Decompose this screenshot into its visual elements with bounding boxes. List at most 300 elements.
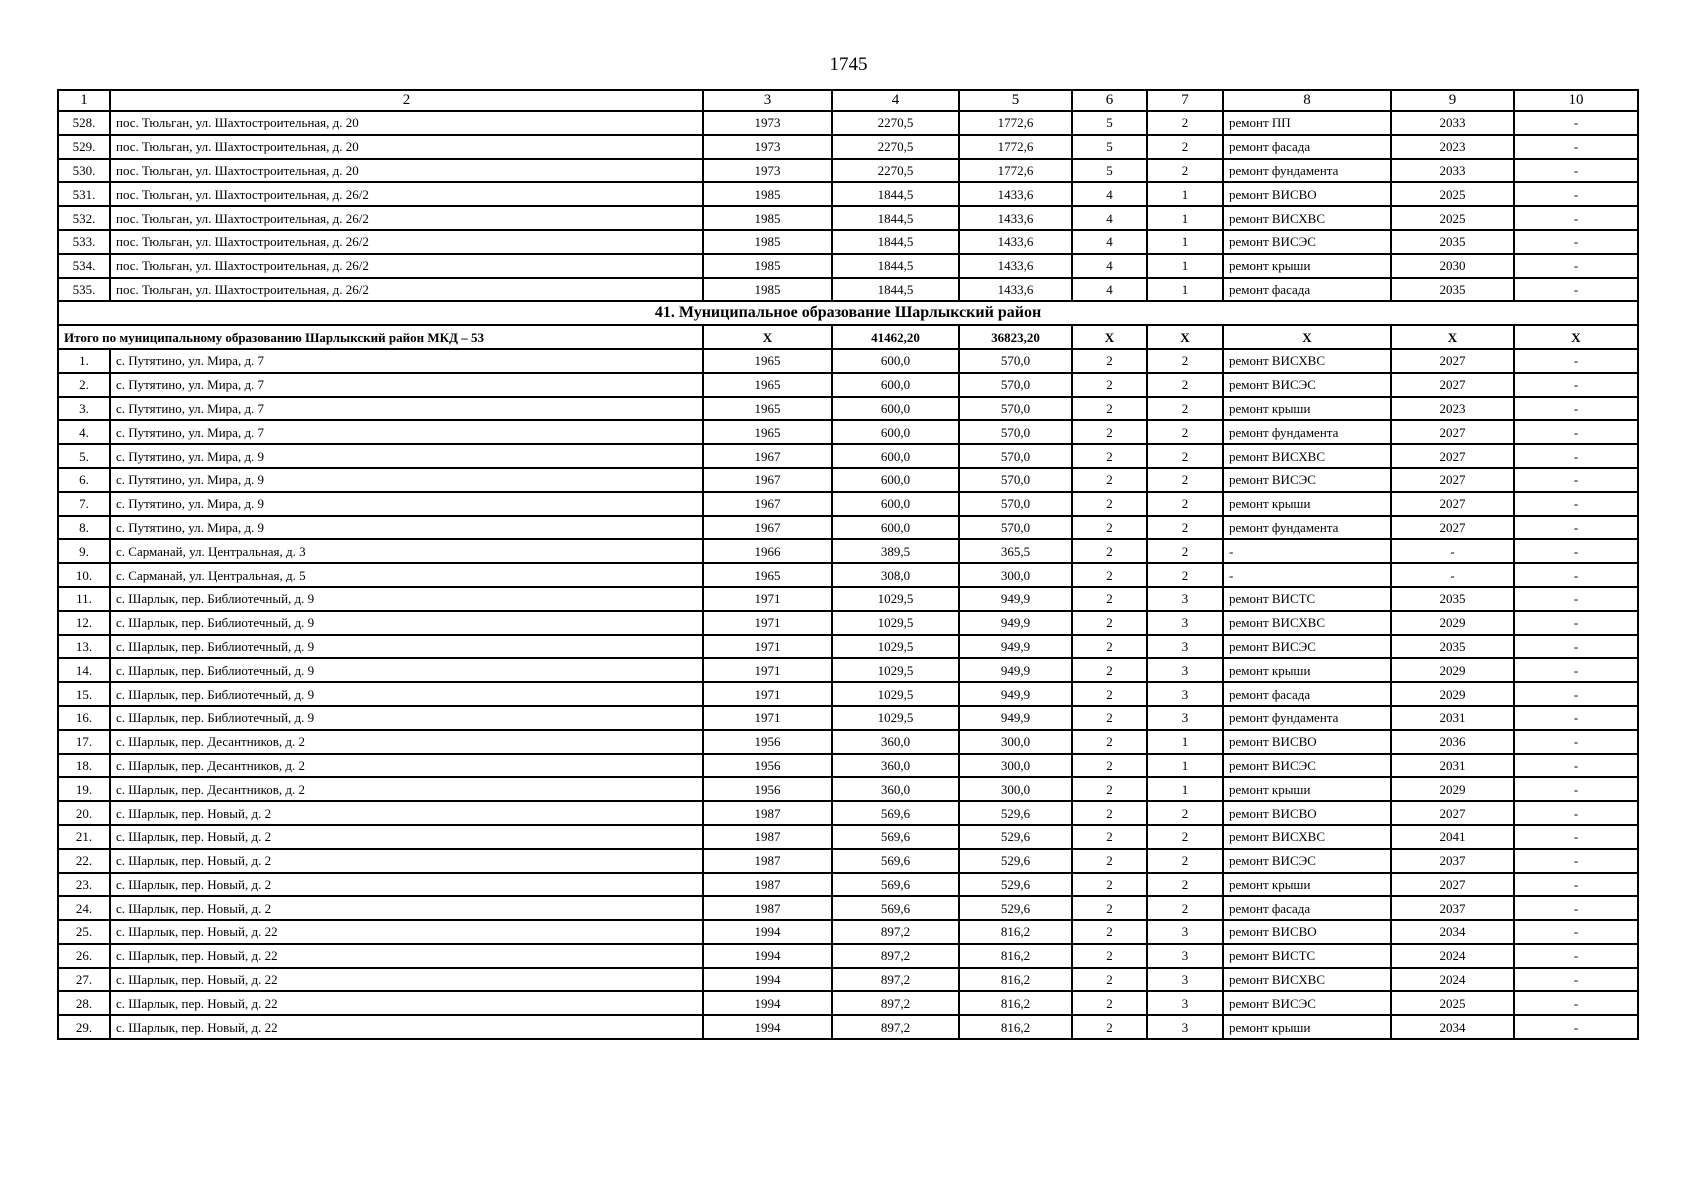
note-cell: - [1514,944,1638,968]
year-cell: 1965 [703,420,832,444]
row-number-cell: 15. [58,682,110,706]
work-type-cell: ремонт ВИСЭС [1223,468,1391,492]
work-type-cell: ремонт ВИСЭС [1223,373,1391,397]
row-number-cell: 16. [58,706,110,730]
entrances-cell: 2 [1147,468,1223,492]
note-cell: - [1514,658,1638,682]
floors-cell: 2 [1072,873,1147,897]
residential-area-cell: 816,2 [959,920,1072,944]
work-type-cell: ремонт фасада [1223,278,1391,302]
year-cell: 1994 [703,991,832,1015]
note-cell: - [1514,206,1638,230]
planned-year-cell: 2033 [1391,111,1514,135]
residential-area-cell: 529,6 [959,896,1072,920]
row-number-cell: 11. [58,587,110,611]
row-number-cell: 19. [58,777,110,801]
row-number-cell: 22. [58,849,110,873]
row-number-cell: 3. [58,397,110,421]
table-row [58,801,1638,825]
table-row [58,706,1638,730]
residential-area-cell: 570,0 [959,492,1072,516]
planned-year-cell: 2037 [1391,849,1514,873]
note-cell: - [1514,1015,1638,1039]
address-cell: пос. Тюльган, ул. Шахтостроительная, д. 26/2 [110,278,703,302]
planned-year-cell: 2035 [1391,587,1514,611]
year-cell: 1985 [703,230,832,254]
total-area-cell: 1029,5 [832,706,959,730]
row-number-cell: 5. [58,444,110,468]
row-number-cell: 532. [58,206,110,230]
note-cell: - [1514,682,1638,706]
address-cell: с. Шарлык, пер. Новый, д. 22 [110,1015,703,1039]
floors-cell: 5 [1072,159,1147,183]
floors-cell: 4 [1072,278,1147,302]
residential-area-cell: 529,6 [959,801,1072,825]
address-cell: с. Шарлык, пер. Новый, д. 22 [110,991,703,1015]
residential-area-cell: 570,0 [959,349,1072,373]
total-area-cell: 600,0 [832,397,959,421]
work-type-cell: ремонт ВИСЭС [1223,635,1391,659]
address-cell: с. Путятино, ул. Мира, д. 7 [110,397,703,421]
planned-year-cell: 2025 [1391,206,1514,230]
work-type-cell: ремонт крыши [1223,1015,1391,1039]
work-type-cell: ремонт ВИСЭС [1223,991,1391,1015]
planned-year-cell: 2027 [1391,373,1514,397]
residential-area-cell: 1433,6 [959,254,1072,278]
planned-year-cell: 2027 [1391,492,1514,516]
work-type-cell: ремонт ВИСХВС [1223,968,1391,992]
planned-year-cell: 2027 [1391,420,1514,444]
entrances-cell: 1 [1147,230,1223,254]
entrances-cell: 2 [1147,801,1223,825]
entrances-cell: 1 [1147,754,1223,778]
entrances-cell: 3 [1147,706,1223,730]
table-row [58,991,1638,1015]
planned-year-cell: 2025 [1391,182,1514,206]
table-row [58,420,1638,444]
floors-cell: 2 [1072,516,1147,540]
address-cell: с. Шарлык, пер. Десантников, д. 2 [110,777,703,801]
entrances-cell: 1 [1147,777,1223,801]
entrances-cell: 3 [1147,587,1223,611]
year-cell: 1973 [703,135,832,159]
total-area-cell: 2270,5 [832,159,959,183]
row-number-cell: 26. [58,944,110,968]
year-cell: 1971 [703,658,832,682]
total-area-cell: 2270,5 [832,135,959,159]
note-cell: - [1514,278,1638,302]
planned-year-cell: 2034 [1391,1015,1514,1039]
table-row [58,492,1638,516]
entrances-cell: 2 [1147,849,1223,873]
year-cell: 1987 [703,825,832,849]
year-cell: 1971 [703,682,832,706]
planned-year-cell: 2027 [1391,444,1514,468]
column-number-cell: 8 [1223,90,1391,111]
entrances-cell: 3 [1147,968,1223,992]
note-cell: - [1514,611,1638,635]
row-number-cell: 535. [58,278,110,302]
table-row [58,777,1638,801]
column-number-cell: 3 [703,90,832,111]
work-type-cell: ремонт ВИСВО [1223,182,1391,206]
floors-cell: 2 [1072,801,1147,825]
table-row [58,349,1638,373]
total-planned-year-cell: Х [1391,325,1514,349]
note-cell: - [1514,159,1638,183]
table-row [58,444,1638,468]
total-area-cell: 897,2 [832,991,959,1015]
work-type-cell: ремонт ВИСХВС [1223,444,1391,468]
total-area-cell: 1844,5 [832,206,959,230]
column-number-cell: 1 [58,90,110,111]
total-area-cell: 1029,5 [832,658,959,682]
address-cell: с. Сарманай, ул. Центральная, д. 5 [110,563,703,587]
planned-year-cell: - [1391,563,1514,587]
total-area-cell: 600,0 [832,373,959,397]
note-cell: - [1514,968,1638,992]
row-number-cell: 28. [58,991,110,1015]
floors-cell: 2 [1072,706,1147,730]
address-cell: с. Шарлык, пер. Библиотечный, д. 9 [110,658,703,682]
planned-year-cell: 2029 [1391,658,1514,682]
floors-cell: 4 [1072,230,1147,254]
note-cell: - [1514,587,1638,611]
total-area-cell: 360,0 [832,730,959,754]
row-number-cell: 14. [58,658,110,682]
note-cell: - [1514,135,1638,159]
residential-area-cell: 949,9 [959,587,1072,611]
table-row [58,968,1638,992]
year-cell: 1987 [703,849,832,873]
column-number-cell: 2 [110,90,703,111]
note-cell: - [1514,873,1638,897]
entrances-cell: 1 [1147,278,1223,302]
floors-cell: 2 [1072,849,1147,873]
residential-area-cell: 300,0 [959,754,1072,778]
row-number-cell: 1. [58,349,110,373]
total-area-cell: 389,5 [832,539,959,563]
table-row [58,587,1638,611]
total-area-cell: 600,0 [832,492,959,516]
note-cell: - [1514,397,1638,421]
address-cell: с. Шарлык, пер. Новый, д. 22 [110,944,703,968]
entrances-cell: 3 [1147,611,1223,635]
note-cell: - [1514,991,1638,1015]
total-area-cell: 569,6 [832,896,959,920]
entrances-cell: 2 [1147,159,1223,183]
floors-cell: 2 [1072,397,1147,421]
work-type-cell: ремонт фундамента [1223,706,1391,730]
address-cell: с. Шарлык, пер. Библиотечный, д. 9 [110,611,703,635]
residential-area-cell: 1772,6 [959,159,1072,183]
row-number-cell: 6. [58,468,110,492]
residential-area-cell: 570,0 [959,373,1072,397]
column-number-cell: 4 [832,90,959,111]
total-label: Итого по муниципальному образованию Шарлыкский район МКД – 53 [58,325,703,349]
planned-year-cell: 2027 [1391,801,1514,825]
work-type-cell: ремонт ВИСВО [1223,801,1391,825]
work-type-cell: ремонт ПП [1223,111,1391,135]
planned-year-cell: 2029 [1391,777,1514,801]
entrances-cell: 2 [1147,444,1223,468]
floors-cell: 2 [1072,730,1147,754]
table-row [58,230,1638,254]
table-row [58,635,1638,659]
floors-cell: 5 [1072,135,1147,159]
work-type-cell: ремонт ВИСЭС [1223,849,1391,873]
table-row [58,825,1638,849]
planned-year-cell: 2027 [1391,468,1514,492]
address-cell: с. Путятино, ул. Мира, д. 7 [110,349,703,373]
work-type-cell: ремонт ВИСЭС [1223,754,1391,778]
residential-area-cell: 365,5 [959,539,1072,563]
floors-cell: 5 [1072,111,1147,135]
row-number-cell: 18. [58,754,110,778]
planned-year-cell: 2027 [1391,516,1514,540]
floors-cell: 2 [1072,825,1147,849]
residential-area-cell: 1433,6 [959,230,1072,254]
row-number-cell: 17. [58,730,110,754]
address-cell: с. Шарлык, пер. Десантников, д. 2 [110,754,703,778]
planned-year-cell: 2023 [1391,397,1514,421]
work-type-cell: ремонт ВИСХВС [1223,349,1391,373]
note-cell: - [1514,825,1638,849]
total-area-cell: 1029,5 [832,587,959,611]
entrances-cell: 1 [1147,182,1223,206]
residential-area-cell: 949,9 [959,658,1072,682]
table-row [58,111,1638,135]
table-row [58,849,1638,873]
row-number-cell: 29. [58,1015,110,1039]
work-type-cell: ремонт ВИСХВС [1223,825,1391,849]
total-area-cell: 600,0 [832,468,959,492]
table-row [58,873,1638,897]
work-type-cell: ремонт ВИСВО [1223,920,1391,944]
planned-year-cell: 2030 [1391,254,1514,278]
residential-area-cell: 570,0 [959,420,1072,444]
floors-cell: 2 [1072,587,1147,611]
table-row [58,658,1638,682]
year-cell: 1985 [703,254,832,278]
total-note-cell: Х [1514,325,1638,349]
table-row [58,730,1638,754]
row-number-cell: 20. [58,801,110,825]
floors-cell: 2 [1072,968,1147,992]
residential-area-cell: 1433,6 [959,182,1072,206]
address-cell: с. Шарлык, пер. Новый, д. 22 [110,920,703,944]
capital-repair-table [57,89,1639,1040]
row-number-cell: 10. [58,563,110,587]
total-area-cell: 600,0 [832,516,959,540]
work-type-cell: ремонт крыши [1223,492,1391,516]
planned-year-cell: 2029 [1391,611,1514,635]
address-cell: пос. Тюльган, ул. Шахтостроительная, д. 20 [110,135,703,159]
total-area-cell: 1029,5 [832,611,959,635]
floors-cell: 2 [1072,468,1147,492]
planned-year-cell: 2035 [1391,278,1514,302]
work-type-cell: ремонт крыши [1223,777,1391,801]
year-cell: 1985 [703,206,832,230]
residential-area-cell: 816,2 [959,1015,1072,1039]
work-type-cell: ремонт крыши [1223,873,1391,897]
floors-cell: 2 [1072,444,1147,468]
residential-area-cell: 949,9 [959,706,1072,730]
note-cell: - [1514,563,1638,587]
total-area-cell: 569,6 [832,801,959,825]
note-cell: - [1514,349,1638,373]
floors-cell: 2 [1072,920,1147,944]
entrances-cell: 2 [1147,135,1223,159]
residential-area-cell: 529,6 [959,873,1072,897]
note-cell: - [1514,420,1638,444]
residential-area-cell: 570,0 [959,516,1072,540]
note-cell: - [1514,754,1638,778]
residential-area-cell: 529,6 [959,849,1072,873]
year-cell: 1965 [703,397,832,421]
floors-cell: 2 [1072,896,1147,920]
residential-area-cell: 570,0 [959,444,1072,468]
row-number-cell: 534. [58,254,110,278]
year-cell: 1967 [703,516,832,540]
residential-area-cell: 949,9 [959,682,1072,706]
year-cell: 1971 [703,587,832,611]
work-type-cell: ремонт крыши [1223,658,1391,682]
table-row [58,539,1638,563]
section-title: 41. Муниципальное образование Шарлыкский район [58,301,1638,325]
year-cell: 1994 [703,968,832,992]
address-cell: с. Шарлык, пер. Новый, д. 2 [110,801,703,825]
residential-area-cell: 816,2 [959,944,1072,968]
entrances-cell: 3 [1147,944,1223,968]
year-cell: 1956 [703,777,832,801]
work-type-cell: ремонт ВИСТС [1223,944,1391,968]
floors-cell: 2 [1072,777,1147,801]
address-cell: пос. Тюльган, ул. Шахтостроительная, д. 26/2 [110,254,703,278]
note-cell: - [1514,230,1638,254]
residential-area-cell: 816,2 [959,968,1072,992]
floors-cell: 2 [1072,682,1147,706]
table-row [58,563,1638,587]
row-number-cell: 21. [58,825,110,849]
year-cell: 1973 [703,159,832,183]
address-cell: с. Путятино, ул. Мира, д. 9 [110,468,703,492]
total-area-cell: 897,2 [832,968,959,992]
floors-cell: 2 [1072,1015,1147,1039]
note-cell: - [1514,182,1638,206]
total-entrances-cell: Х [1147,325,1223,349]
work-type-cell: ремонт крыши [1223,254,1391,278]
planned-year-cell: 2037 [1391,896,1514,920]
floors-cell: 2 [1072,492,1147,516]
planned-year-cell: 2031 [1391,706,1514,730]
year-cell: 1973 [703,111,832,135]
year-cell: 1966 [703,539,832,563]
row-number-cell: 24. [58,896,110,920]
work-type-cell: ремонт ВИСВО [1223,730,1391,754]
total-area-cell: 569,6 [832,825,959,849]
row-number-cell: 531. [58,182,110,206]
residential-area-cell: 300,0 [959,563,1072,587]
note-cell: - [1514,896,1638,920]
note-cell: - [1514,730,1638,754]
entrances-cell: 2 [1147,111,1223,135]
residential-area-cell: 529,6 [959,825,1072,849]
residential-area-cell: 816,2 [959,991,1072,1015]
note-cell: - [1514,920,1638,944]
floors-cell: 2 [1072,539,1147,563]
work-type-cell: ремонт крыши [1223,397,1391,421]
address-cell: пос. Тюльган, ул. Шахтостроительная, д. 20 [110,159,703,183]
floors-cell: 2 [1072,658,1147,682]
year-cell: 1985 [703,182,832,206]
year-cell: 1987 [703,873,832,897]
total-floors-cell: Х [1072,325,1147,349]
row-number-cell: 25. [58,920,110,944]
total-area-cell: 569,6 [832,849,959,873]
entrances-cell: 2 [1147,825,1223,849]
floors-cell: 2 [1072,373,1147,397]
row-number-cell: 9. [58,539,110,563]
entrances-cell: 2 [1147,420,1223,444]
total-area-cell: 897,2 [832,920,959,944]
table-row [58,278,1638,302]
address-cell: с. Шарлык, пер. Новый, д. 2 [110,849,703,873]
total-area-cell: 897,2 [832,944,959,968]
entrances-cell: 3 [1147,991,1223,1015]
residential-area-cell: 300,0 [959,730,1072,754]
address-cell: с. Путятино, ул. Мира, д. 9 [110,516,703,540]
work-type-cell: ремонт фундамента [1223,420,1391,444]
row-number-cell: 2. [58,373,110,397]
planned-year-cell: 2036 [1391,730,1514,754]
table-row [58,397,1638,421]
planned-year-cell: 2024 [1391,944,1514,968]
note-cell: - [1514,539,1638,563]
note-cell: - [1514,468,1638,492]
year-cell: 1956 [703,730,832,754]
total-area-cell: 2270,5 [832,111,959,135]
year-cell: 1965 [703,563,832,587]
total-area-cell: 1844,5 [832,182,959,206]
note-cell: - [1514,777,1638,801]
note-cell: - [1514,516,1638,540]
total-area-cell: 1029,5 [832,682,959,706]
entrances-cell: 3 [1147,635,1223,659]
table-row [58,920,1638,944]
planned-year-cell: 2041 [1391,825,1514,849]
entrances-cell: 2 [1147,873,1223,897]
year-cell: 1956 [703,754,832,778]
note-cell: - [1514,492,1638,516]
address-cell: пос. Тюльган, ул. Шахтостроительная, д. 26/2 [110,182,703,206]
year-cell: 1971 [703,706,832,730]
work-type-cell: ремонт фасада [1223,135,1391,159]
total-area-cell: 1029,5 [832,635,959,659]
table-row [58,944,1638,968]
address-cell: с. Шарлык, пер. Новый, д. 2 [110,825,703,849]
residential-area-cell: 570,0 [959,468,1072,492]
year-cell: 1987 [703,896,832,920]
floors-cell: 4 [1072,254,1147,278]
work-type-cell: ремонт фасада [1223,896,1391,920]
total-work-type-cell: Х [1223,325,1391,349]
address-cell: с. Шарлык, пер. Библиотечный, д. 9 [110,682,703,706]
address-cell: пос. Тюльган, ул. Шахтостроительная, д. 20 [110,111,703,135]
residential-area-cell: 949,9 [959,635,1072,659]
total-area-cell: 41462,20 [832,325,959,349]
residential-area-cell: 949,9 [959,611,1072,635]
